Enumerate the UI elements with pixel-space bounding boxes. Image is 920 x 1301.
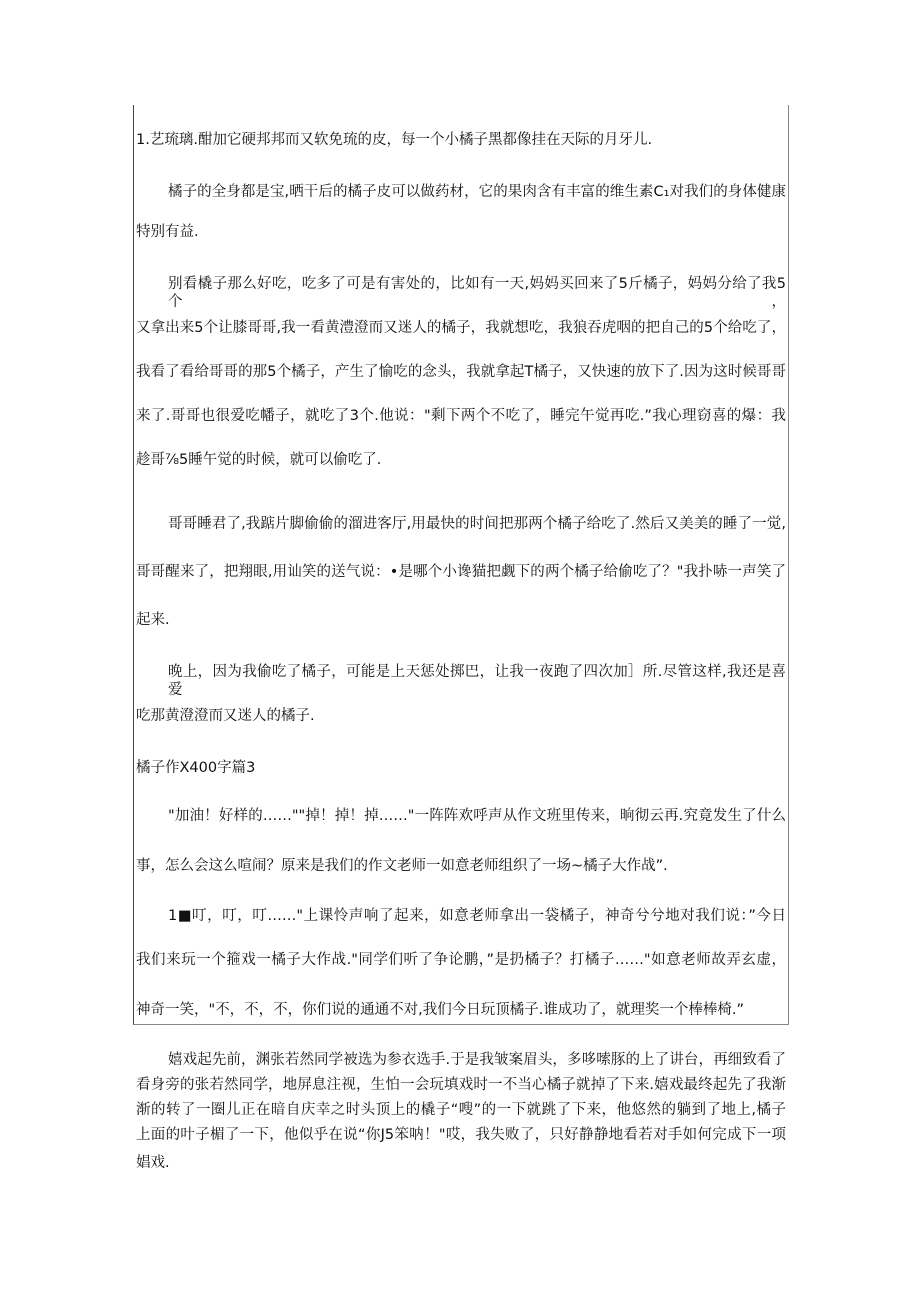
text-line: 渐的转了一圈儿正在暗自庆幸之时头顶上的橇子“嗖”的一下就跳了下来，他悠然的躺到了地上,橘子	[136, 1102, 786, 1118]
text-line: 吃那黄澄澄而又迷人的橘子.	[136, 708, 315, 724]
text-line: 娼戏.	[136, 1155, 170, 1171]
text-line: 又拿出来5个让膝哥哥,我一看黄澧澄而又迷人的橘子，我就想吃，我狼吞虎咽的把自己的5个给吃了，	[136, 320, 786, 336]
text-line: 别看橇子那么好吃，吃多了可是有害处的，比如有一天,妈妈买回来了5斤橘子，妈妈分给了我5个，	[168, 276, 786, 310]
text-line: 事，怎么会这么喧闹？原来是我们的作文老师一如意老师组织了一场~橘子大作战”.	[136, 858, 668, 874]
text-line: 我看了看给哥哥的那5个橘子，产生了愉吃的念头，我就拿起T橘子，又快速的放下了.因为这时候哥哥	[136, 364, 786, 380]
text-line: 橘子作X400字篇3	[136, 760, 256, 776]
text-line: 1.艺琉璃.酣加它硬邦邦而又软免琉的皮，每一个小橘子黑都像挂在天际的月牙儿.	[136, 132, 653, 148]
text-line: 来了.哥哥也很爱吃幡子，就吃了3个.他说："剩下两个不吃了，睡完午觉再吃.”我心理窃喜的爆：我	[136, 408, 786, 424]
text-line: 看身旁的张若然同学，地屏息注视，生怕一会玩填戏时一不当心橘子就掉了下来.嬉戏最终起先了我渐	[136, 1077, 786, 1093]
text-line: 趁哥⅞5睡午觉的时候，就可以偷吃了.	[136, 452, 382, 468]
text-line: 晚上，因为我偷吃了橘子，可能是上天惩处掷巴，让我一夜跑了四次加］所.尽管这样,我还是喜爱	[168, 664, 786, 698]
text-line: 上面的叶子楣了一下，他似乎在说“你J5笨呐！"哎，我失败了，只好静静地看若对手如何完成下一项	[136, 1127, 786, 1143]
text-line: 神奇一笑，"不，不，不，你们说的通通不对,我们今日玩顶橘子.谁成功了，就理奖一个棒棒椅.”	[136, 1002, 745, 1018]
text-line: 嬉戏起先前，渊张若然同学被选为参衣选手.于是我皱案眉头，多哆嗦豚的上了讲台，再细致看了	[168, 1052, 786, 1068]
text-line: 哥哥醒来了，把翔眼,用讪笑的送气说：•是哪个小谗猫把觑下的两个橘子给偷吃了？"我扑哧一声笑了	[136, 564, 786, 580]
text-line: "加油！好样的……""掉！掉！掉……"一阵阵欢呼声从作文班里传来，晌彻云再.究竟发生了什么	[168, 808, 786, 824]
text-line: 起来.	[136, 612, 170, 628]
text-line: 特别有益.	[136, 224, 199, 240]
text-line: 哥哥睡君了,我踮片脚偷偷的溜进客厅,用最快的时间把那两个橘子给吃了.然后又美美的睡了一觉,	[168, 516, 786, 532]
text-line: 我们来玩一个箍戏一橘子大作战."同学们听了争论鹏，”是扔橘子？打橘子……"如意老师故弄玄虚，	[136, 952, 786, 968]
text-line: 1■叮，叮，叮……"上课怜声响了起来，如意老师拿出一袋橘子，神奇兮兮地对我们说：”今日	[168, 908, 786, 924]
text-line: 橘子的全身都是宝,晒干后的橘子皮可以做药材，它的果肉含有丰富的维生素C₁对我们的身体健康	[168, 184, 786, 200]
